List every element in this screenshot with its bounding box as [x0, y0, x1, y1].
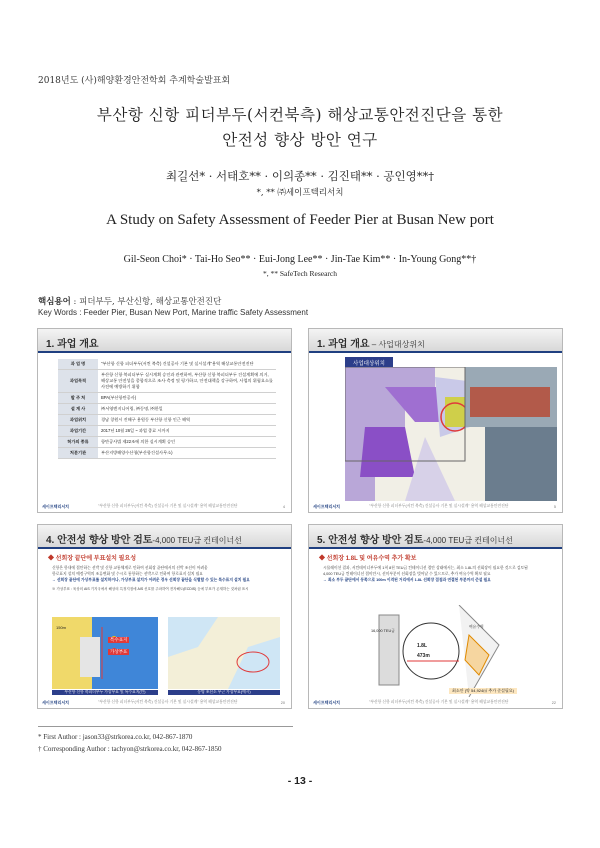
slide-project-overview — [37, 328, 292, 513]
row-label: 과업위치 — [58, 415, 98, 426]
overview-table-row — [58, 393, 276, 404]
title-korean-line2: 안전성 향상 방안 연구 — [222, 131, 378, 149]
bullet-heading: ◆ 선회장 1.8L 및 여유수역 추가 확보 — [319, 556, 417, 562]
slide-title: 1. 과업 개요 — [38, 329, 291, 353]
overview-table — [58, 359, 276, 459]
footer-logo: 세이프텍리서치 — [42, 504, 70, 509]
slide-turning-basin — [308, 524, 563, 709]
row-label: 처분기관 — [58, 448, 98, 459]
slide-title-main: 4. 안전성 향상 방안 검토 — [46, 535, 153, 546]
keywords-english-label: Key Words — [38, 308, 77, 317]
keywords-korean-text: : 피더부두, 부산신항, 해상교통안전진단 — [70, 297, 222, 307]
footer-logo: 세이프텍리서치 — [313, 700, 341, 705]
row-value: BPA(부산항만공사) — [98, 393, 276, 404]
bullet-line: 항로표지 설치 예정구역의 조류변화 및 수시로 통항하는 선박으로 인하여 항로표지 설치 필요 — [52, 572, 203, 576]
footer-logo: 세이프텍리서치 — [313, 504, 341, 509]
bullet-line: 시뮬레이션 결과, 서컨테이너부두에 1척 8천 TEU급 컨테이너선 접안 상태에서는, 최소 1.8L의 선회장이 필요한 것으로 검토됨 — [323, 566, 528, 570]
title-english: A Study on Safety Assessment of Feeder Pier at Busan New port — [106, 212, 494, 228]
location-label: 사업대상위치 — [345, 357, 393, 369]
bullet-text — [52, 565, 282, 592]
slide-project-location — [308, 328, 563, 513]
keywords-korean — [38, 295, 221, 307]
overview-table-row — [58, 370, 276, 393]
footer-logo: 세이프텍리서치 — [42, 700, 70, 705]
overview-table-row — [58, 426, 276, 437]
distance-label: 150m — [56, 625, 67, 630]
buoy-map-image — [52, 617, 158, 689]
overview-table-row — [58, 359, 276, 370]
turning-basin-label: 1.8L — [417, 643, 428, 649]
bullet-text — [323, 565, 553, 583]
row-label: 발 주 처 — [58, 393, 98, 404]
slide-footer-text: "부산항 신항 피더부두(서컨 북측) 건설공사 기본 및 실시설계" 용역 해상교통안전진단 — [98, 504, 238, 508]
affiliation-english: *, ** SafeTech Research — [262, 269, 338, 278]
page-number: - 13 - — [287, 775, 313, 787]
bullet-heading: ◆ 선회장 끝단에 부표설치 필요성 — [48, 556, 137, 562]
row-label: 설 계 사 — [58, 404, 98, 415]
footnote-divider — [38, 726, 293, 727]
row-value: ㈜서영엔지니어링, ㈜동명, ㈜한일 — [98, 404, 276, 415]
overview-table-row — [58, 415, 276, 426]
location-map-image — [345, 367, 557, 501]
row-label: 허가의 종류 — [58, 437, 98, 448]
turning-basin-caption: 최소안 (약 54,924㎡ 추가 준설필요) — [449, 688, 517, 694]
row-label: 과업기간 — [58, 426, 98, 437]
title-korean-line1: 부산항 신항 피더부두(서컨북측) 해상교통안전진단을 통한 — [96, 106, 504, 124]
keywords-english — [38, 308, 308, 317]
turning-basin-map-image — [369, 605, 509, 697]
footnote-corresponding-author: † Corresponding Author : tachyon@strkorea.co.kr, 042-867-1850 — [38, 745, 222, 753]
row-value: 부산지방해양수산청(부산항건설사무소) — [98, 448, 276, 459]
slide-title-main: 5. 안전성 향상 방안 검토 — [317, 535, 424, 546]
note-text: ※ 가상부표 : 육상의 AIS 기지국에서 해상의 특정지점에 AIS 신호를 주파하여 전자해도(ECDIS) 등에 부표가 존재하는 것처럼 표시 — [52, 587, 249, 591]
slide-page-number: 5 — [553, 505, 556, 509]
keywords-korean-label: 핵심용어 — [38, 296, 71, 306]
authors-korean: 최길선* · 서태호** · 이의종** · 김진태** · 공인영**† — [166, 169, 434, 183]
slide-footer-text: "부산항 신항 피더부두(서컨 북측) 건설공사 기본 및 실시설계" 용역 해상교통안전진단 — [98, 700, 238, 704]
example-chart-image — [168, 617, 280, 689]
conference-header: 2018년도 (사)해양환경안전학회 추계학술발표회 — [38, 76, 231, 86]
slide-title — [309, 329, 562, 353]
row-value: 경남 창원시 진해구 용원동 부산항 신항 인근 해역 — [98, 415, 276, 426]
slide-subtitle: -4,000 TEU급 컨테이너선 — [423, 536, 513, 545]
slide-footer-text: "부산항 신항 피더부두(서컨 북측) 건설공사 기본 및 실시설계" 용역 해상교통안전진단 — [369, 504, 509, 508]
overview-table-row — [58, 404, 276, 415]
row-label: 과 업 명 — [58, 359, 98, 370]
bullet-highlight: → 선회장 끝단에 가상부표를 설치하거나, 가상부표 설치가 어려운 경우 선회장 끝단을 식별할 수 있는 특수표지 설치 필요 — [52, 578, 250, 582]
bullet-line: 4,000 TEU급 컨테이너선 접이안시, 선미부분이 선회장을 벗어날 수 있으므로, 추가 여유수역 확보 필요 — [323, 572, 491, 576]
bullet-line: 신항은 항내에 접안하는 선박 및 신항 교통체계로 인하여 선회장 끝단에서의 선박 조선이 어려움 — [52, 566, 208, 570]
vessel-label: 16,000 TEU급 — [371, 629, 395, 633]
slide-title — [309, 525, 562, 549]
special-mark-label: 특수표지 — [110, 637, 128, 642]
margin-area-label: 여유수역 — [469, 625, 484, 629]
caption-left: 부산항 신항 북피더부두 가상부표 및 특수표지(안) — [52, 690, 158, 695]
slide-page-number: 22 — [551, 701, 556, 705]
row-value: 항만공사법 제22조에 의한 실시계획 승인 — [98, 437, 276, 448]
slide-page-number: 4 — [282, 505, 285, 509]
authors-english: Gil-Seon Choi* · Tai-Ho Seo** · Eui-Jong Lee** · Jin-Tae Kim** · In-Young Gong**† — [123, 254, 477, 265]
slide-title-main: 1. 과업 개요 — [317, 339, 370, 350]
overview-table-row — [58, 437, 276, 448]
footnote-first-author: * First Author : jason33@strkorea.co.kr, 042-867-1870 — [38, 733, 193, 741]
row-value: 부산항 신항 북피더부두 실시계획 승인과 관련하여, 부산항 신항 북피더부두 건설계획에 의거, 해상교통 안전성을 종합적으로 조사·측정 및 평가하고, 안전대책을 강구하여, 사업의 위험요소를 사전에 예방하기 위함 — [98, 370, 276, 393]
slide-title — [38, 525, 291, 549]
affiliation-korean: *, ** ㈜세이프텍리서치 — [256, 188, 344, 198]
row-value: "부산항 신항 피더부두(서컨 북측) 건설공사 기본 및 실시설계"용역 해상교통안전진단 — [98, 359, 276, 370]
virtual-buoy-label: 가상부표 — [110, 649, 128, 654]
row-label: 과업목적 — [58, 370, 98, 393]
bullet-highlight: → 최소 부두 끝단에서 동쪽으로 100m 이격된 거리에서 1.8L 선회장 접점과 연결된 부분까지 준설 필요 — [323, 578, 491, 582]
slide-buoy-safety — [37, 524, 292, 709]
slide-subtitle: -4,000 TEU급 컨테이너선 — [152, 536, 242, 545]
slide-footer-text: "부산항 신항 피더부두(서컨 북측) 건설공사 기본 및 실시설계" 용역 해상교통안전진단 — [369, 700, 509, 704]
slide-subtitle: – 사업대상위치 — [369, 340, 425, 349]
distance-label: 473m — [417, 653, 430, 659]
caption-right: 동명 조선소 부근 가상부표(예시) — [168, 690, 280, 695]
slide-page-number: 20 — [280, 701, 285, 705]
keywords-english-text: : Feeder Pier, Busan New Port, Marine traffic Safety Assessment — [76, 308, 309, 317]
overview-table-row — [58, 448, 276, 459]
row-value: 2017년 10월 26일 ~ 과업 종료 시까지 — [98, 426, 276, 437]
